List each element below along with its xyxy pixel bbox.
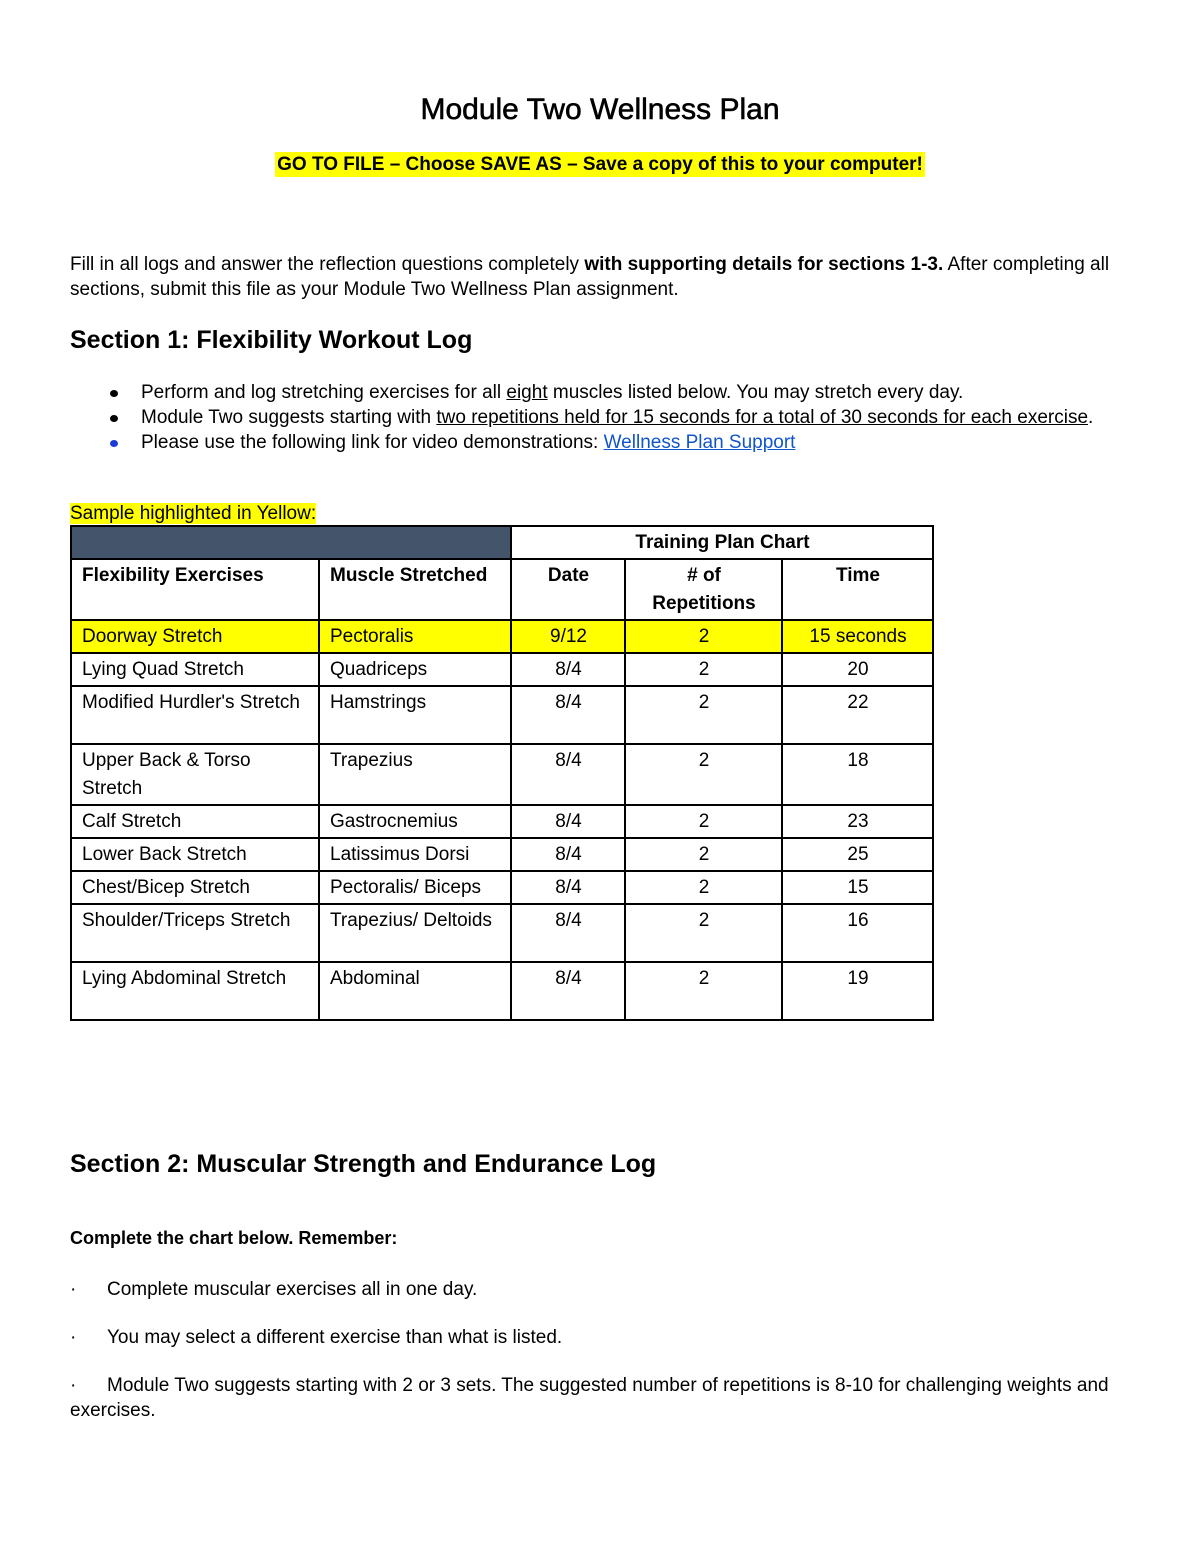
cell-reps: 2 [625, 653, 782, 686]
cell-reps: 2 [625, 871, 782, 904]
section2-item-3: · Module Two suggests starting with 2 or 3 sets. The suggested number of repetitions is 8-10 for challenging weights and exercises. [70, 1375, 1109, 1421]
cell-time: 19 [782, 962, 933, 1020]
cell-date: 8/4 [511, 838, 625, 871]
table-row [71, 620, 933, 653]
cell-muscle: Pectoralis [319, 620, 511, 653]
bullet-mark-icon: · [70, 1375, 77, 1396]
cell-muscle: Gastrocnemius [319, 805, 511, 838]
cell-time: 20 [782, 653, 933, 686]
cell-reps: 2 [625, 620, 782, 653]
save-instruction-highlight: GO TO FILE – Choose SAVE AS – Save a copy of this to your computer! [277, 154, 923, 175]
cell-muscle: Pectoralis/ Biceps [319, 871, 511, 904]
table-header-dark-cell [71, 526, 511, 559]
cell-reps: 2 [625, 744, 782, 805]
cell-time: 15 seconds [782, 620, 933, 653]
cell-reps: 2 [625, 838, 782, 871]
section2-item-2: · You may select a different exercise than what is listed. [70, 1327, 563, 1348]
cell-reps: 2 [625, 904, 782, 962]
cell-time: 15 [782, 871, 933, 904]
cell-time: 22 [782, 686, 933, 744]
cell-muscle: Abdominal [319, 962, 511, 1020]
section1-heading: Section 1: Flexibility Workout Log [70, 326, 473, 354]
col-header-exercise: Flexibility Exercises [71, 559, 319, 620]
cell-date: 9/12 [511, 620, 625, 653]
cell-muscle: Trapezius/ Deltoids [319, 904, 511, 962]
cell-muscle: Trapezius [319, 744, 511, 805]
cell-exercise: Calf Stretch [71, 805, 319, 838]
intro-bold-text: with supporting details for sections 1-3. [584, 254, 944, 275]
section1-bullet-1: Perform and log stretching exercises for all eight muscles listed below. You may stretch every day. [70, 380, 1130, 405]
cell-exercise: Lower Back Stretch [71, 838, 319, 871]
bullet-dot-icon [110, 390, 118, 397]
table-row [71, 904, 933, 962]
col-header-muscle: Muscle Stretched [319, 559, 511, 620]
section1-bullet-list [70, 380, 1130, 455]
cell-exercise: Chest/Bicep Stretch [71, 871, 319, 904]
col-header-time: Time [782, 559, 933, 620]
bullet-mark-icon: · [70, 1327, 77, 1348]
cell-exercise: Lying Abdominal Stretch [71, 962, 319, 1020]
cell-exercise: Upper Back & Torso Stretch [71, 744, 319, 805]
col-header-date: Date [511, 559, 625, 620]
cell-exercise: Modified Hurdler's Stretch [71, 686, 319, 744]
section1-bullet-3: Please use the following link for video demonstrations: Wellness Plan Support [70, 430, 1130, 455]
table-group-header-row [71, 526, 933, 559]
intro-text-2: After completing all sections, submit this file as your Module Two Wellness Plan assignment. [70, 254, 1110, 300]
wellness-plan-support-link[interactable]: Wellness Plan Support [603, 432, 796, 453]
col-header-reps: # of Repetitions [625, 559, 782, 620]
intro-text-1: Fill in all logs and answer the reflection questions completely [70, 254, 585, 275]
cell-exercise: Shoulder/Triceps Stretch [71, 904, 319, 962]
section2-intro: Complete the chart below. Remember: [70, 1228, 398, 1248]
cell-time: 23 [782, 805, 933, 838]
bullet-dot-icon [110, 415, 118, 422]
cell-date: 8/4 [511, 871, 625, 904]
table-row [71, 805, 933, 838]
table-column-header-row [71, 559, 933, 620]
table-row [71, 962, 933, 1020]
document-title: Module Two Wellness Plan [420, 93, 780, 126]
cell-date: 8/4 [511, 805, 625, 838]
table-row [71, 686, 933, 744]
training-plan-chart-header: Training Plan Chart [511, 526, 933, 559]
table-row [71, 871, 933, 904]
cell-time: 18 [782, 744, 933, 805]
flexibility-log-table [70, 525, 934, 1021]
section2-heading: Section 2: Muscular Strength and Endurance Log [70, 1150, 657, 1178]
save-instruction [0, 154, 1200, 176]
section2-item-1: · Complete muscular exercises all in one day. [70, 1279, 478, 1300]
cell-exercise: Doorway Stretch [71, 620, 319, 653]
cell-time: 25 [782, 838, 933, 871]
section1-bullet-2: Module Two suggests starting with two repetitions held for 15 seconds for a total of 30 seconds for each exercise. [70, 405, 1130, 430]
table-row [71, 653, 933, 686]
bullet-mark-icon: · [70, 1279, 77, 1300]
cell-exercise: Lying Quad Stretch [71, 653, 319, 686]
cell-reps: 2 [625, 686, 782, 744]
cell-muscle: Hamstrings [319, 686, 511, 744]
cell-muscle: Latissimus Dorsi [319, 838, 511, 871]
cell-date: 8/4 [511, 904, 625, 962]
cell-time: 16 [782, 904, 933, 962]
bullet-dot-icon [110, 440, 118, 447]
cell-date: 8/4 [511, 962, 625, 1020]
table-row [71, 744, 933, 805]
cell-reps: 2 [625, 805, 782, 838]
intro-paragraph [70, 252, 1140, 302]
cell-reps: 2 [625, 962, 782, 1020]
cell-date: 8/4 [511, 686, 625, 744]
table-row [71, 838, 933, 871]
cell-date: 8/4 [511, 744, 625, 805]
sample-label: Sample highlighted in Yellow: [70, 503, 317, 524]
cell-date: 8/4 [511, 653, 625, 686]
cell-muscle: Quadriceps [319, 653, 511, 686]
